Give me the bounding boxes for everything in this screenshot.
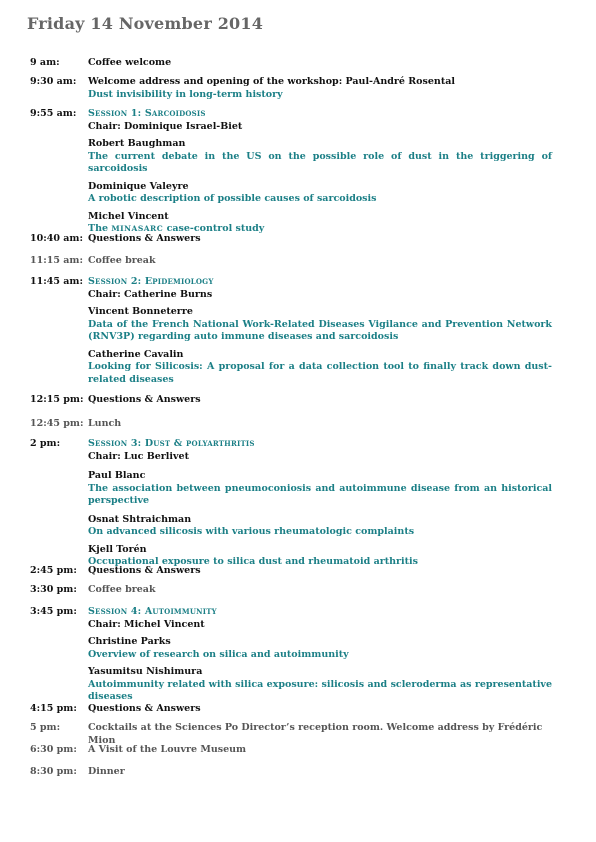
talk-title: Overview of research on silica and autoimmunity <box>88 648 349 660</box>
entry-time: 8:30 pm: <box>30 766 77 777</box>
entry-text: Dinner <box>88 766 125 777</box>
session-heading: Session 3: Dust & polyarthritis <box>88 438 255 449</box>
talk-title: Data of the French National Work-Related Diseases Vigilance and Prevention Network (RNV3P) regarding auto immune diseases and sarcoidosis <box>88 318 552 342</box>
talk-speaker: Robert Baughman <box>88 138 186 149</box>
entry-time: 12:15 pm: <box>30 394 84 405</box>
talk-speaker: Christine Parks <box>88 636 171 647</box>
entry-time: 11:45 am: <box>30 276 83 287</box>
session-chair: Chair: Dominique Israel-Biet <box>88 120 243 132</box>
entry-time: 9:30 am: <box>30 76 77 87</box>
entry-time: 5 pm: <box>30 722 61 733</box>
entry-time: 3:45 pm: <box>30 606 77 617</box>
entry-text: Coffee break <box>88 255 156 266</box>
entry-time: 4:15 pm: <box>30 703 77 714</box>
talk-speaker: Dominique Valeyre <box>88 180 189 192</box>
session-chair: Chair: Michel Vincent <box>88 618 205 630</box>
entry-time: 2:45 pm: <box>30 565 77 576</box>
entry-time: 12:45 pm: <box>30 418 84 429</box>
session-heading: Session 2: Epidemiology <box>88 276 214 287</box>
entry-text: Coffee welcome <box>88 57 172 68</box>
entry-text: Questions & Answers <box>88 565 201 576</box>
talk-title: Autoimmunity related with silica exposure: silicosis and scleroderma as representative diseases <box>88 678 552 702</box>
entry-text: Questions & Answers <box>88 394 201 405</box>
entry-time: 3:30 pm: <box>30 584 77 595</box>
talk-speaker: Osnat Shtraichman <box>88 513 192 525</box>
talk-speaker: Paul Blanc <box>88 470 146 481</box>
entry-text: Coffee break <box>88 584 156 595</box>
talk-title: The association between pneumoconiosis and autoimmune disease from an historical perspective <box>88 482 552 506</box>
session-heading: Session 4: Autoimmunity <box>88 606 217 617</box>
talk-title: Occupational exposure to silica dust and rheumatoid arthritis <box>88 556 418 567</box>
entry-text: Lunch <box>88 418 122 429</box>
entry-text: Questions & Answers <box>88 703 201 714</box>
entry-speaker: Welcome address and opening of the workshop: Paul-André Rosental <box>88 76 455 87</box>
entry-time: 9:55 am: <box>30 108 77 119</box>
session-chair: Chair: Catherine Burns <box>88 288 213 300</box>
talk-speaker: Yasumitsu Nishimura <box>88 666 203 677</box>
entry-time: 6:30 pm: <box>30 744 77 755</box>
entry-time: 9 am: <box>30 57 60 68</box>
entry-time: 11:15 am: <box>30 255 83 266</box>
talk-speaker: Kjell Torén <box>88 543 147 555</box>
talk-title: A robotic description of possible causes of sarcoidosis <box>88 193 377 204</box>
session-chair: Chair: Luc Berlivet <box>88 450 189 462</box>
session-heading: Session 1: Sarcoidosis <box>88 108 206 119</box>
talk-title: The current debate in the US on the possible role of dust in the triggering of sarcoidosis <box>88 150 552 174</box>
talk-speaker: Catherine Cavalin <box>88 348 184 360</box>
talk-speaker: Vincent Bonneterre <box>88 306 193 317</box>
talk-title: The MINASARC case-control study <box>88 223 265 234</box>
entry-text: Questions & Answers <box>88 233 201 244</box>
entry-text: Cocktails at the Sciences Po Director’s reception room. Welcome address by Frédéric Mion <box>88 722 543 746</box>
entry-text: A Visit of the Louvre Museum <box>88 744 247 755</box>
entry-time: 10:40 am: <box>30 233 83 244</box>
talk-speaker: Michel Vincent <box>88 210 169 222</box>
talk-title: Dust invisibility in long-term history <box>88 88 283 100</box>
talk-title: Looking for Silicosis: A proposal for a data collection tool to finally track down dust-related diseases <box>88 361 552 385</box>
talk-title: On advanced silicosis with various rheumatologic complaints <box>88 526 415 537</box>
entry-time: 2 pm: <box>30 438 61 449</box>
page-title: Friday 14 November 2014 <box>27 14 264 33</box>
